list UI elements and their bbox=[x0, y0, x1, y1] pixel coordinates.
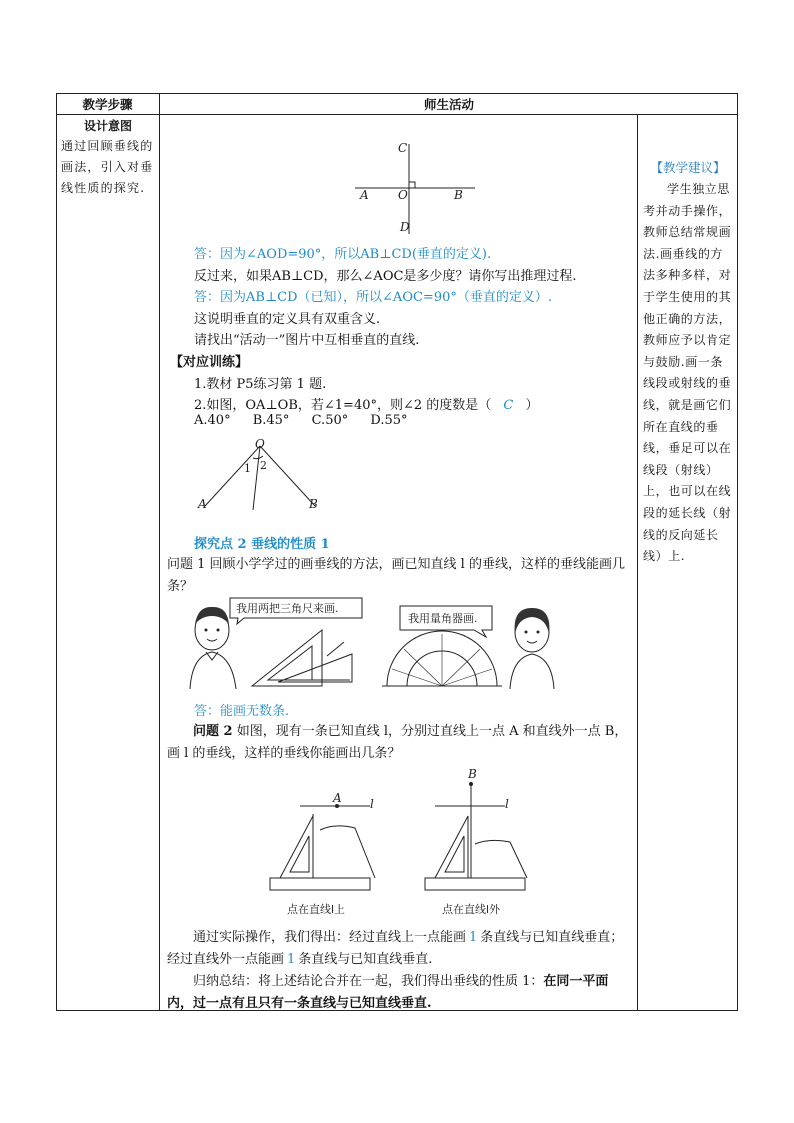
teaching-advice-text: 学生独立思考并动手操作，教师总结常规画法.画垂线的方法多种多样，对于学生使用的其他正确的方法，教师应予以肯定与鼓励.画一条线段或射线的垂线，就是画它们所在直线的垂线，垂足可以在线段（射线）上，也可以在线段的延长线（射线的反向延长线）上. bbox=[643, 182, 732, 564]
caption-off-line: 点在直线l外 bbox=[442, 903, 501, 916]
label-angle2: 2 bbox=[260, 459, 267, 472]
caption-on-line: 点在直线l上 bbox=[287, 903, 346, 916]
drawing-perpendicular-figure bbox=[265, 768, 565, 918]
section-2-title: 探究点 2 垂线的性质 1 bbox=[194, 537, 330, 552]
note-find-perpendicular: 请找出“活动一”图片中互相垂直的直线. bbox=[194, 333, 420, 348]
protractor-icon bbox=[382, 631, 502, 686]
exercise-2: 2.如图，OA⊥OB，若∠1=40°，则∠2 的度数是（ C ） bbox=[194, 398, 539, 413]
header-teaching-steps: 教学步骤 bbox=[82, 97, 133, 112]
perpendicular-figure bbox=[350, 138, 480, 238]
set-squares-icon bbox=[252, 630, 352, 686]
option-b: B.45° bbox=[252, 413, 290, 428]
label-A: A bbox=[198, 497, 207, 511]
children-illustration bbox=[182, 594, 562, 694]
table-divider bbox=[56, 114, 738, 115]
answer-2: 答：因为AB⊥CD（已知），所以∠AOC=90°（垂直的定义）. bbox=[194, 290, 552, 305]
option-a: A.40° bbox=[194, 413, 231, 428]
answer-1: 答：因为∠AOD=90°，所以AB⊥CD(垂直的定义). bbox=[194, 247, 492, 262]
conclusion-paragraph: 通过实际操作，我们得出：经过直线上一点能画 1 条直线与已知直线垂直；经过直线外一点能画 1 条直线与已知直线垂直. bbox=[167, 930, 624, 967]
design-intent-text: 通过回顾垂线的画法，引入对垂线性质的探究. bbox=[61, 139, 154, 195]
label-O: O bbox=[255, 438, 265, 451]
exercise-2-answer: C bbox=[503, 398, 514, 413]
label-D: D bbox=[400, 220, 410, 234]
svg-text:我用两把三角尺来画.: 我用两把三角尺来画. bbox=[236, 602, 339, 615]
exercise-1: 1.教材 P5练习第 1 题. bbox=[194, 377, 327, 392]
boy-speech-bubble bbox=[230, 598, 362, 624]
svg-text:B: B bbox=[468, 768, 477, 781]
option-d: D.55° bbox=[370, 413, 408, 428]
girl-avatar bbox=[510, 608, 554, 689]
answer-blank-2: 1 bbox=[287, 952, 296, 967]
svg-text:l: l bbox=[505, 797, 509, 811]
question-1: 问题 1 回顾小学学过的画垂线的方法，画已知直线 l 的垂线，这样的垂线能画几条？ bbox=[167, 557, 625, 594]
teaching-advice-title: 【教学建议】 bbox=[650, 160, 726, 175]
design-intent-title: 设计意图 bbox=[83, 119, 132, 133]
angle-figure bbox=[195, 438, 330, 518]
point-on-line-diagram bbox=[270, 791, 375, 916]
svg-text:A: A bbox=[333, 791, 342, 805]
exercise-2-options bbox=[194, 413, 408, 428]
answer-blank-1: 1 bbox=[469, 930, 478, 945]
label-angle1: 1 bbox=[244, 462, 251, 475]
label-O: O bbox=[398, 188, 408, 202]
svg-text:l: l bbox=[370, 797, 374, 811]
label-A: A bbox=[360, 188, 369, 202]
training-title: 【对应训练】 bbox=[170, 355, 249, 370]
note-double-meaning: 这说明垂直的定义具有双重含义. bbox=[194, 312, 381, 327]
label-B: B bbox=[454, 188, 463, 202]
table-divider bbox=[159, 93, 160, 1011]
boy-avatar bbox=[190, 607, 236, 689]
point-off-line-diagram bbox=[425, 768, 527, 916]
table-divider bbox=[637, 114, 638, 1011]
svg-text:我用量角器画.: 我用量角器画. bbox=[408, 612, 478, 625]
summary-paragraph: 归纳总结：将上述结论合并在一起，我们得出垂线的性质 1：在同一平面内，过一点有且只有一条直线与已知直线垂直. bbox=[167, 974, 609, 1011]
question-2: 问题 2 如图，现有一条已知直线 l，分别过直线上一点 A 和直线外一点 B，画 l 的垂线，这样的垂线你能画出几条？ bbox=[167, 724, 628, 761]
label-B: B bbox=[309, 497, 318, 511]
question-reverse: 反过来，如果AB⊥CD，那么∠AOC是多少度？请你写出推理过程. bbox=[194, 269, 577, 284]
header-activities: 师生活动 bbox=[423, 97, 474, 112]
label-C: C bbox=[398, 141, 408, 155]
question-2-label: 问题 2 bbox=[193, 724, 233, 739]
option-c: C.50° bbox=[311, 413, 349, 428]
answer-3: 答：能画无数条. bbox=[194, 704, 290, 719]
